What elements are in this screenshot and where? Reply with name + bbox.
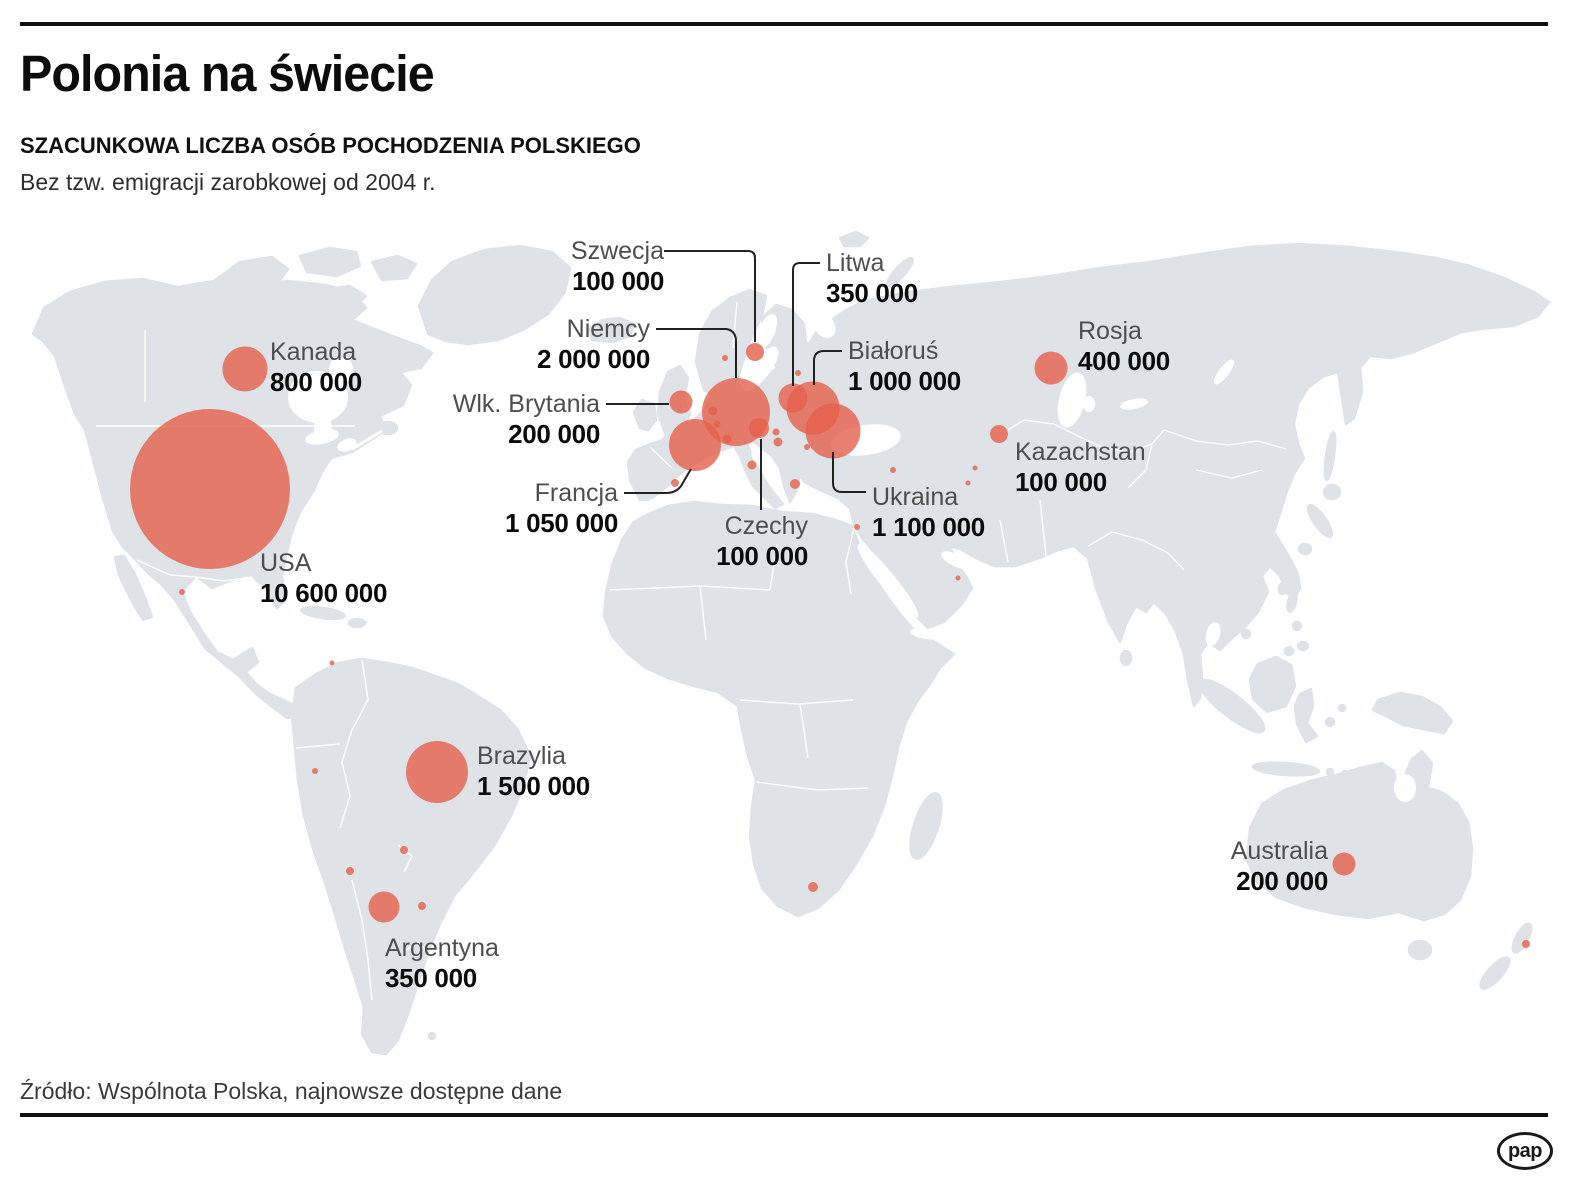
gulf-of-carpentaria	[1395, 775, 1415, 801]
minor-dot	[748, 461, 757, 470]
page-note: Bez tzw. emigracji zarobkowej od 2004 r.	[20, 169, 436, 195]
minor-dot	[966, 481, 971, 486]
minor-dot	[418, 902, 426, 910]
sakhalin-shape	[1323, 432, 1338, 481]
country-value: 1 050 000	[505, 508, 618, 538]
cuba-shape	[301, 605, 346, 621]
sulawesi-shape	[1295, 689, 1317, 742]
minor-dot	[854, 524, 860, 530]
country-name: Australia	[1230, 837, 1328, 865]
country-value: 800 000	[270, 367, 362, 397]
bubble-kazachstan	[990, 425, 1008, 443]
minor-dot	[808, 882, 818, 892]
bubble-australia	[1333, 853, 1356, 876]
bubble-litwa	[779, 384, 808, 413]
greenland-shape	[419, 246, 570, 344]
bubble-brazylia	[406, 741, 468, 803]
minor-dot	[973, 466, 978, 471]
minor-dot	[330, 661, 335, 666]
falklands-shape	[429, 1033, 435, 1039]
novaya-zemlya-shape	[884, 255, 916, 288]
bubble-czechy	[749, 418, 769, 438]
country-value: 200 000	[1236, 866, 1328, 896]
philippines-shape	[1298, 642, 1308, 650]
australia-shape	[1247, 751, 1472, 920]
hainan-shape	[1242, 630, 1250, 638]
country-value: 100 000	[716, 541, 808, 571]
minor-dot	[804, 444, 810, 450]
bubble-usa	[130, 409, 290, 569]
country-value: 2 000 000	[537, 344, 650, 374]
bottom-rule	[20, 1113, 1548, 1117]
sunda-islands	[1327, 769, 1333, 775]
page-title: Polonia na świecie	[20, 45, 434, 102]
borneo-shape	[1250, 657, 1295, 712]
iceland-shape	[590, 318, 634, 342]
bubble-wlk-brytania	[670, 391, 693, 414]
country-value: 100 000	[1015, 467, 1107, 497]
country-value: 100 000	[572, 266, 664, 296]
tasmania-shape	[1409, 941, 1431, 959]
minor-dot	[774, 438, 783, 447]
country-value: 200 000	[508, 419, 600, 449]
country-name: USA	[260, 549, 312, 577]
country-value: 350 000	[826, 278, 918, 308]
svalbard-shape	[840, 232, 868, 246]
hokkaido-shape	[1324, 485, 1340, 499]
minor-dot	[346, 867, 354, 875]
bubble-kanada	[223, 347, 268, 392]
minor-dot	[722, 355, 728, 361]
country-value: 400 000	[1078, 346, 1170, 376]
country-value: 1 000 000	[848, 366, 961, 396]
minor-dot	[773, 429, 780, 436]
nz-south-shape	[1476, 953, 1513, 992]
country-name: Kanada	[270, 338, 357, 366]
minor-dot	[179, 589, 185, 595]
country-name: Wlk. Brytania	[452, 390, 600, 418]
bubble-francja	[669, 419, 721, 471]
source-text: Źródło: Wspólnota Polska, najnowsze dostępne dane	[20, 1078, 563, 1104]
pap-logo-text: pap	[1507, 1139, 1543, 1162]
kyushu-shape	[1299, 544, 1311, 554]
country-name: Argentyna	[385, 934, 499, 962]
country-value: 1 500 000	[477, 771, 590, 801]
country-name: Szwecja	[570, 237, 664, 265]
honshu-shape	[1304, 502, 1336, 540]
arctic-islands	[300, 248, 360, 276]
minor-dot	[790, 479, 800, 489]
minor-dot	[1522, 940, 1530, 948]
country-name: Czechy	[724, 512, 808, 540]
top-rule	[20, 22, 1548, 26]
country-value: 10 600 000	[260, 578, 388, 608]
new-guinea-shape	[1373, 693, 1452, 733]
bubble-argentyna	[369, 892, 400, 923]
country-name: Francja	[534, 479, 618, 507]
country-value: 1 100 000	[872, 512, 985, 542]
minor-dot	[312, 768, 318, 774]
hispaniola-shape	[349, 619, 365, 627]
minor-dot	[956, 576, 961, 581]
nz-north-shape	[1509, 921, 1535, 955]
arctic-islands	[372, 256, 416, 280]
minor-dot	[400, 846, 408, 854]
hudson-bay	[330, 357, 352, 383]
madagascar-shape	[904, 790, 948, 862]
aral-sea	[1084, 397, 1094, 411]
bubble-rosja	[1035, 352, 1068, 385]
page-subtitle: SZACUNKOWA LICZBA OSÓB POCHODZENIA POLSKIEGO	[20, 133, 641, 158]
sri-lanka-shape	[1121, 651, 1131, 665]
moluccas-islands	[1326, 718, 1334, 726]
minor-dot	[890, 467, 896, 473]
country-name: Kazachstan	[1015, 438, 1146, 466]
pap-logo	[1497, 1132, 1553, 1170]
moluccas-islands	[1339, 705, 1345, 711]
country-value: 350 000	[385, 963, 477, 993]
country-name: Niemcy	[566, 315, 650, 343]
country-name: Litwa	[826, 249, 885, 277]
minor-dot	[671, 479, 679, 487]
country-name: Ukraina	[872, 483, 959, 511]
country-name: Rosja	[1078, 317, 1142, 345]
bubble-szwecja	[746, 343, 764, 361]
philippines-shape	[1285, 647, 1293, 655]
minor-dot	[795, 370, 801, 376]
country-name: Brazylia	[477, 742, 566, 770]
java-shape	[1253, 761, 1320, 778]
country-name: Białoruś	[848, 337, 939, 365]
philippines-shape	[1293, 622, 1301, 630]
